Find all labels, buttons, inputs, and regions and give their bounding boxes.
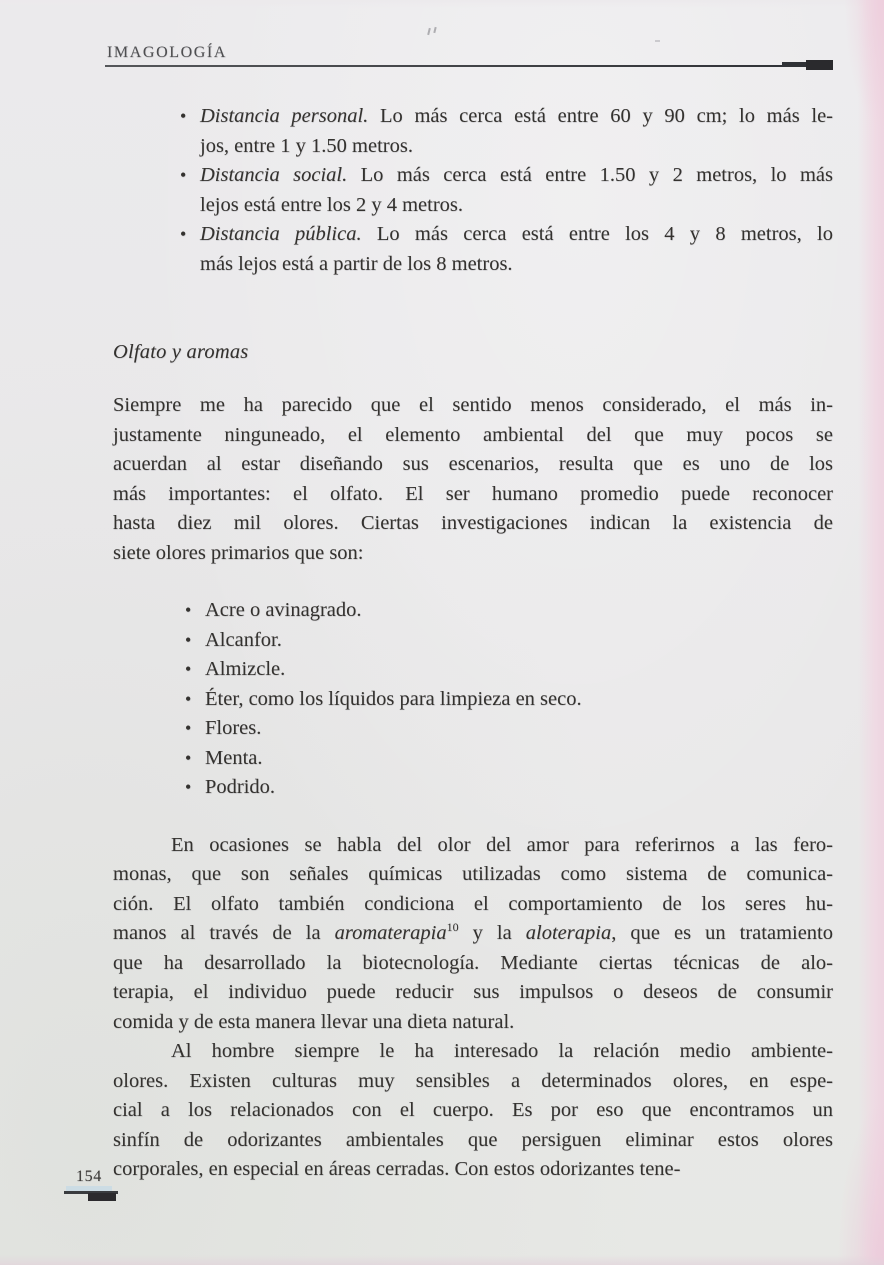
text-segment: Éter, como los líquidos para limpieza en seco. (205, 687, 582, 710)
text-line (205, 773, 833, 803)
odor-item-text (205, 626, 833, 656)
bullet-icon: • (185, 747, 192, 768)
body-text-column (113, 0, 833, 1185)
text-line (205, 685, 833, 715)
distance-item (180, 161, 833, 220)
text-line (113, 860, 833, 890)
text-segment: olores. Existen culturas muy sensibles a determinados olores, en espe- (113, 1069, 833, 1092)
page-number: 154 (76, 1168, 102, 1185)
text-segment: Al hombre siempre le ha interesado la relación medio ambiente- (171, 1040, 833, 1062)
text-line (113, 539, 833, 569)
paragraph (113, 831, 833, 1038)
distance-item (180, 220, 833, 279)
text-segment: acuerdan al estar diseñando sus escenarios, resulta que es uno de los (113, 453, 833, 475)
bullet-icon: • (185, 777, 192, 797)
section-heading: Olfato y aromas (113, 341, 249, 363)
italic-text: Distancia personal. (200, 105, 369, 127)
text-segment: , que es un tratamiento (611, 922, 834, 944)
odor-item (185, 685, 833, 715)
text-segment: que ha desarrollado la biotecnología. Mediante ciertas técnicas de alo- (113, 951, 833, 974)
text-segment: manos al través de la (113, 922, 335, 944)
text-segment: corporales, en especial en áreas cerradas. Con estos odorizantes tene- (113, 1158, 681, 1180)
text-line (113, 391, 833, 421)
odor-item-text (205, 596, 833, 626)
text-segment: siete olores primarios que son: (113, 541, 364, 564)
odor-item (185, 773, 833, 803)
text-line (113, 480, 833, 510)
scan-edge-right-bottom (838, 1105, 884, 1265)
bullet-icon: • (185, 600, 192, 620)
bullet-icon: • (180, 165, 187, 185)
odor-item-text (205, 714, 833, 744)
distance-item-text (200, 161, 833, 220)
italic-text: Distancia social. (200, 164, 348, 186)
text-line (200, 102, 833, 132)
text-segment: Lo más cerca está entre 1.50 y 2 metros, lo más (347, 164, 833, 186)
text-line (205, 596, 833, 626)
distance-item (180, 102, 833, 161)
italic-text: Distancia pública. (200, 223, 362, 245)
distance-item-text (200, 220, 833, 279)
text-segment: Lo más cerca está entre 60 y 90 cm; lo más le- (368, 105, 834, 127)
text-segment: Acre o avinagrado. (205, 599, 362, 621)
text-segment: terapia, el individuo puede reducir sus impulsos o deseos de consumir (113, 981, 833, 1003)
odor-item (185, 744, 833, 774)
text-segment: Lo más cerca está entre los 4 y 8 metros, lo (361, 223, 833, 245)
text-segment: jos, entre 1 y 1.50 metros. (200, 134, 413, 157)
text-line (113, 949, 833, 979)
bullet-icon: • (185, 718, 192, 738)
text-segment: más lejos está a partir de los 8 metros. (200, 252, 513, 275)
text-line (200, 220, 833, 250)
paragraph (113, 391, 833, 568)
bullet-icon: • (185, 659, 192, 679)
text-segment: Flores. (205, 717, 262, 739)
text-segment: sinfín de odorizantes ambientales que persiguen eliminar estos olores (113, 1128, 833, 1151)
italic-text: aloterapia (525, 922, 612, 944)
footnote-ref: 10 (446, 920, 459, 935)
scan-edge-right (858, 0, 884, 1265)
text-segment: ción. El olfato también condiciona el comportamiento de los seres hu- (113, 892, 833, 915)
distance-bullet-list (180, 102, 833, 279)
text-line (205, 714, 833, 744)
text-line (113, 509, 833, 539)
text-line (113, 978, 833, 1008)
text-segment: más importantes: el olfato. El ser humano promedio puede reconocer (113, 482, 833, 505)
odor-item (185, 655, 833, 685)
text-line (113, 1008, 833, 1038)
text-line (113, 1155, 833, 1185)
text-line (113, 1037, 833, 1067)
odor-item (185, 714, 833, 744)
text-segment: Alcanfor. (205, 628, 282, 651)
odor-item-text (205, 685, 833, 715)
text-line (205, 744, 833, 774)
bullet-icon: • (180, 224, 187, 244)
bullet-icon: • (185, 688, 192, 709)
text-segment: lejos está entre los 2 y 4 metros. (200, 193, 464, 216)
text-line (200, 191, 833, 221)
text-line (113, 450, 833, 480)
footer-rule-end-block (88, 1193, 116, 1201)
text-line (113, 1067, 833, 1097)
text-line (113, 890, 833, 920)
running-header-title: IMAGOLOGÍA (107, 44, 227, 61)
text-segment: Menta. (205, 746, 263, 769)
italic-text: aromaterapia (334, 922, 447, 944)
distance-item-text (200, 102, 833, 161)
odor-item (185, 596, 833, 626)
text-segment: y la (458, 922, 526, 944)
text-segment: Siempre me ha parecido que el sentido menos considerado, el más in- (113, 394, 833, 416)
odor-item-text (205, 655, 833, 685)
page-footer (64, 1168, 164, 1208)
text-line (113, 421, 833, 451)
text-line (113, 919, 833, 949)
text-line (113, 1126, 833, 1156)
text-line (205, 655, 833, 685)
text-segment: cial a los relacionados con el cuerpo. Es por eso que encontramos un (113, 1099, 833, 1121)
bullet-icon: • (180, 106, 187, 126)
text-line (200, 132, 833, 162)
odor-item-text (205, 773, 833, 803)
text-segment: justamente ninguneado, el elemento ambiental del que muy pocos se (113, 423, 833, 446)
odor-item (185, 626, 833, 656)
text-segment: hasta diez mil olores. Ciertas investigaciones indican la existencia de (113, 512, 833, 534)
text-segment: comida y de esta manera llevar una dieta natural. (113, 1010, 515, 1033)
scan-edge-bottom (0, 1255, 884, 1265)
odor-bullet-list (185, 596, 833, 803)
text-line (200, 161, 833, 191)
text-segment: Podrido. (205, 776, 276, 798)
bullet-icon: • (185, 629, 192, 650)
text-line (205, 626, 833, 656)
text-segment: Almizcle. (205, 658, 286, 680)
paragraph (113, 1037, 833, 1185)
text-segment: monas, que son señales químicas utilizadas como sistema de comunica- (113, 863, 833, 885)
text-line (113, 1096, 833, 1126)
text-segment: En ocasiones se habla del olor del amor para referirnos a las fero- (171, 833, 833, 856)
odor-item-text (205, 744, 833, 774)
scan-edge-right-top (844, 0, 884, 130)
text-line (113, 831, 833, 861)
text-line (200, 250, 833, 280)
